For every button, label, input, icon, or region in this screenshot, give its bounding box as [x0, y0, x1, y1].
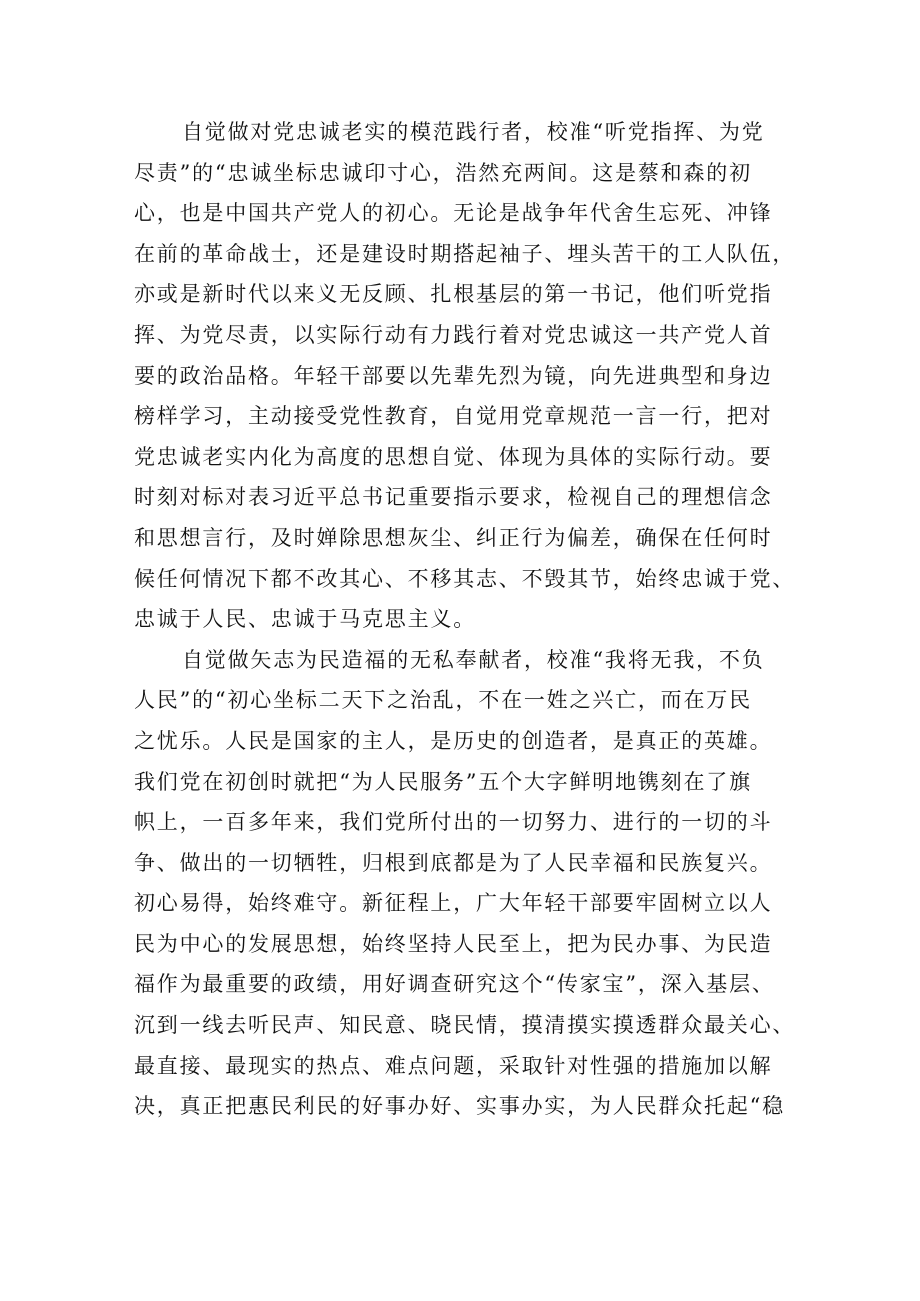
paragraph-line: 自觉做矢志为民造福的无私奉献者，校准“我将无我，不负: [182, 647, 765, 672]
paragraph-line: 自觉做对党忠诚老实的模范践行者，校准“听党指挥、为党: [182, 120, 765, 144]
paragraph-line: 亦或是新时代以来义无反顾、扎根基层的第一书记，他们听党指: [134, 282, 773, 307]
paragraph-line: 在前的革命战士，还是建设时期搭起袖子、埋头苦干的工人队伍，: [134, 241, 796, 266]
paragraph-line: 初心易得，始终难守。新征程上，广大年轻干部要牢固树立以人: [134, 891, 773, 916]
paragraph-line: 决，真正把惠民利民的好事办好、实事办实，为人民群众托起“稳: [134, 1094, 785, 1119]
paragraph-line: 心，也是中国共产党人的初心。无论是战争年代舍生忘死、冲锋: [134, 201, 773, 226]
paragraph: [134, 640, 794, 1127]
paragraph-line: 民为中心的发展思想，始终坚持人民至上，把为民办事、为民造: [134, 931, 773, 956]
paragraph-line: 要的政治品格。年轻干部要以先辈先烈为镜，向先进典型和身边: [134, 363, 773, 388]
paragraph-line: 榜样学习，主动接受党性教育，自觉用党章规范一言一行，把对: [134, 404, 773, 429]
paragraph-line: 忠诚于人民、忠诚于马克思主义。: [134, 607, 476, 632]
paragraph-line: 挥、为党尽责，以实际行动有力践行着对党忠诚这一共产党人首: [134, 322, 773, 347]
paragraph-line: 福作为最重要的政绩，用好调查研究这个“传家宝”，深入基层、: [134, 972, 775, 997]
paragraph-line: 争、做出的一切牺牲，归根到底都是为了人民幸福和民族复兴。: [134, 850, 773, 875]
paragraph-line: 帜上，一百多年来，我们党所付出的一切努力、进行的一切的斗: [134, 810, 773, 835]
paragraph-line: 沉到一线去听民声、知民意、晓民情，摸清摸实摸透群众最关心、: [134, 1013, 796, 1038]
paragraph-line: 尽责”的“忠诚坐标忠诚印寸心，浩然充两间。这是蔡和森的初: [134, 160, 752, 185]
paragraph-line: 党忠诚老实内化为高度的思想自觉、体现为具体的实际行动。要: [134, 444, 773, 469]
paragraph-line: 最直接、最现实的热点、难点问题，采取针对性强的措施加以解: [134, 1053, 773, 1078]
paragraph: [134, 112, 794, 640]
paragraph-line: 人民”的“初心坐标二天下之治乱，不在一姓之兴亡，而在万民: [134, 688, 752, 713]
document-body: [134, 112, 794, 1127]
paragraph-line: 我们党在初创时就把“为人民服务”五个大字鲜明地镌刻在了旗: [134, 769, 752, 794]
paragraph-line: 候任何情况下都不改其心、不移其志、不毁其节，始终忠诚于党、: [134, 566, 796, 591]
paragraph-line: 之忧乐。人民是国家的主人，是历史的创造者，是真正的英雄。: [134, 728, 773, 753]
paragraph-line: 和思想言行，及时婵除思想灰尘、纠正行为偏差，确保在任何时: [134, 525, 773, 550]
paragraph-line: 时刻对标对表习近平总书记重要指示要求，检视自己的理想信念: [134, 485, 773, 510]
